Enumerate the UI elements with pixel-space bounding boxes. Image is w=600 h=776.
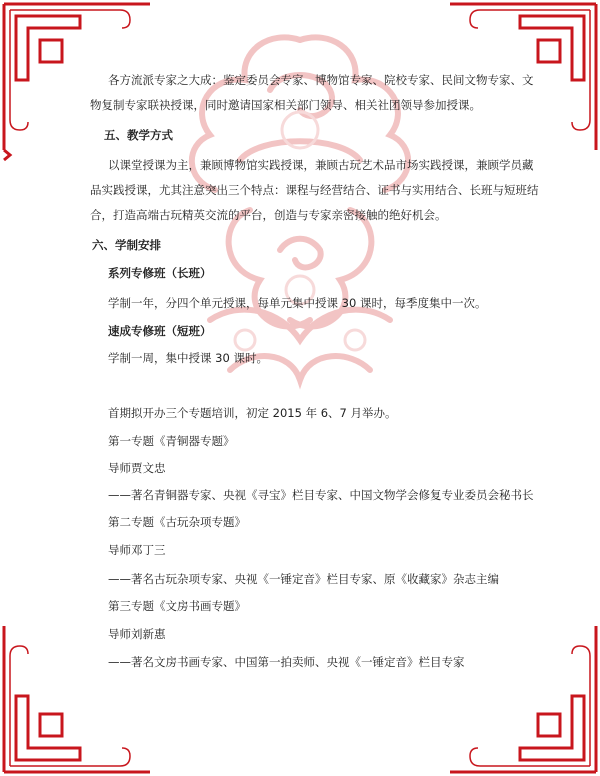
long-class-title: 系列专修班（长班） xyxy=(108,266,212,280)
topic2-desc: ——著名古玩杂项专家、央视《一锤定音》栏目专家、原《收藏家》杂志主编 xyxy=(108,572,499,586)
topic2-title: 第二专题《古玩杂项专题》 xyxy=(108,515,246,529)
topic1-title: 第一专题《青铜器专题》 xyxy=(108,434,235,448)
long-class-desc: 学制一年，分四个单元授课，每单元集中授课 30 课时，每季度集中一次。 xyxy=(108,296,487,310)
paragraph-experts-line2: 物复制专家联袂授课，同时邀请国家相关部门领导、相关社团领导参加授课。 xyxy=(90,98,481,112)
topic1-desc: ——著名青铜器专家、央视《寻宝》栏目专家、中国文物学会修复专业委员会秘书长 xyxy=(108,488,534,502)
topic3-desc: ——著名文房书画专家、中国第一拍卖师、央视《一锤定音》栏目专家 xyxy=(108,655,465,669)
paragraph-teaching-line1: 以课堂授课为主，兼顾博物馆实践授课，兼顾古玩艺术品市场实践授课，兼顾学员藏 xyxy=(108,158,534,172)
plan-intro: 首期拟开办三个专题培训，初定 2015 年 6、7 月举办。 xyxy=(108,406,397,420)
topic3-title: 第三专题《文房书画专题》 xyxy=(108,599,246,613)
short-class-title: 速成专修班（短班） xyxy=(108,324,212,338)
paragraph-teaching-line2: 品实践授课，尤其注意突出三个特点：课程与经营结合、证书与实用结合、长班与短班结 xyxy=(90,183,539,197)
topic2-mentor: 导师邓丁三 xyxy=(108,543,166,557)
paragraph-teaching-line3: 合，打造高端古玩精英交流的平台，创造与专家亲密接触的绝好机会。 xyxy=(90,208,447,222)
section-heading-teaching: 五、教学方式 xyxy=(104,128,173,142)
paragraph-experts-line1: 各方流派专家之大成：鉴定委员会专家、博物馆专家、院校专家、民间文物专家、文 xyxy=(108,73,534,87)
short-class-desc: 学制一周，集中授课 30 课时。 xyxy=(108,351,268,365)
topic3-mentor: 导师刘新惠 xyxy=(108,627,166,641)
topic1-mentor: 导师贾文忠 xyxy=(108,461,166,475)
section-heading-schedule: 六、学制安排 xyxy=(92,238,161,252)
